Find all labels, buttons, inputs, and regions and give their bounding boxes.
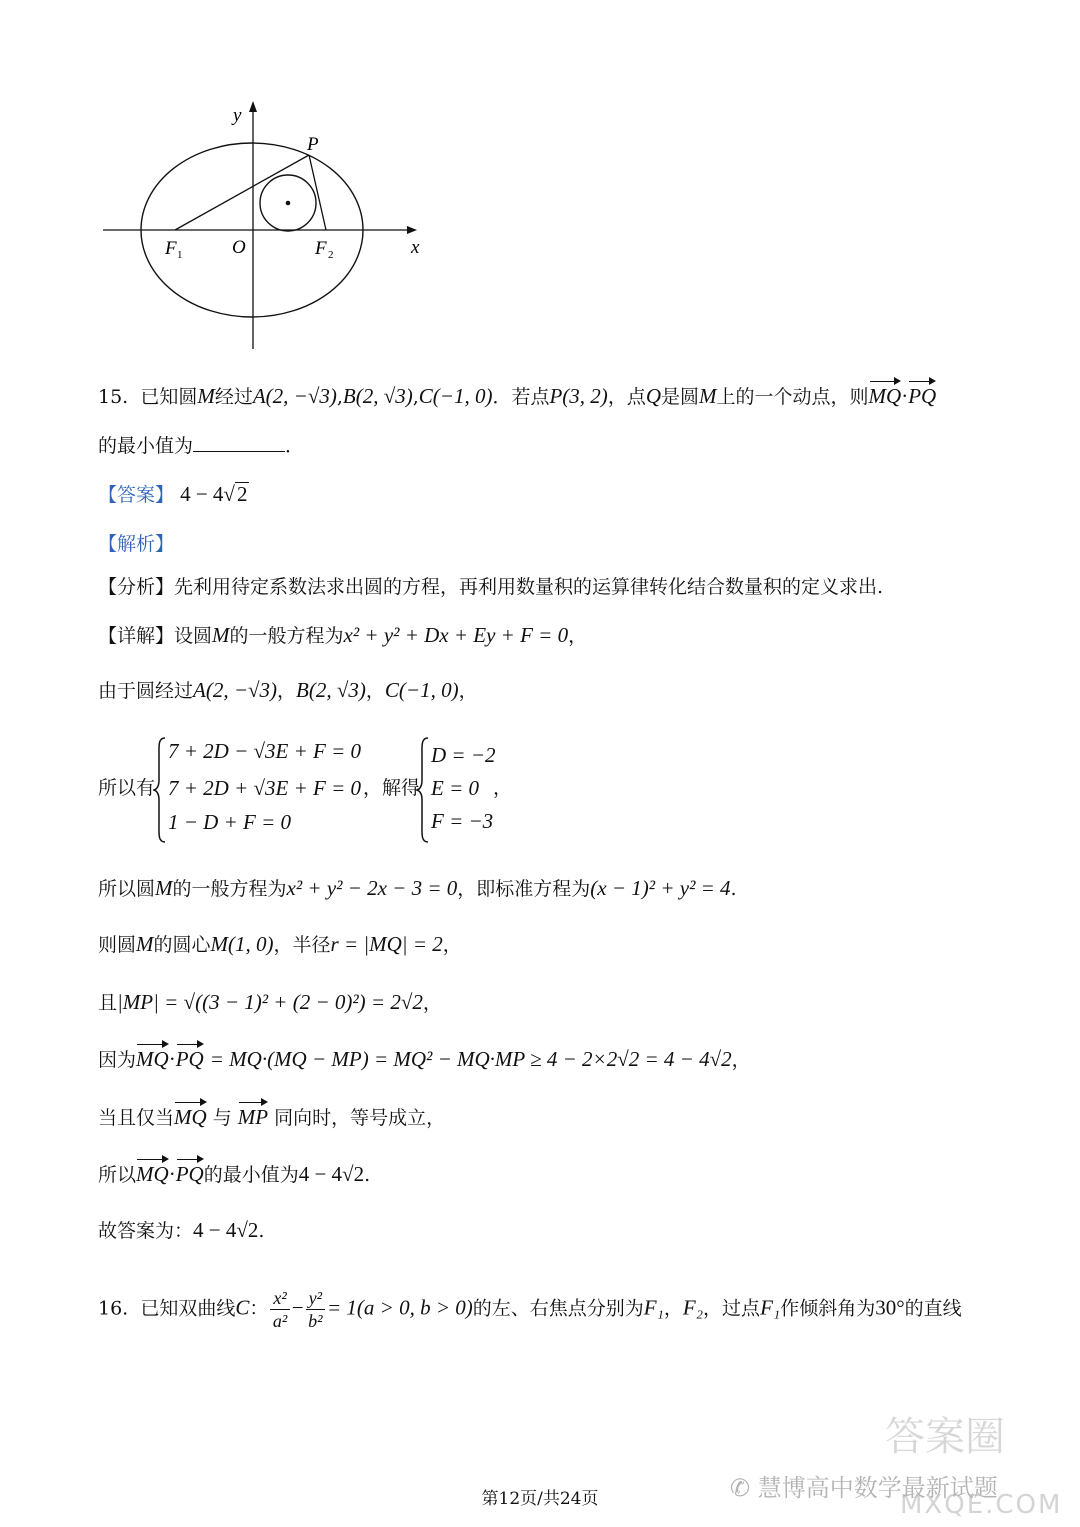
detail-line-4	[98, 874, 737, 903]
analysis-line	[98, 530, 174, 558]
system-2-row-3: F = −3	[431, 809, 494, 833]
detail-line-6	[98, 988, 442, 1017]
label-f2: F	[315, 238, 327, 259]
watermark-site: MXQE.COM	[900, 1490, 1063, 1520]
q15-text: 上的一个动点，则	[716, 386, 869, 408]
fraction-y2-b2	[306, 1287, 325, 1332]
ellipse-figure	[95, 95, 435, 355]
dot-product-derivation: = MQ·(MQ − MP) = MQ² − MQ·MP ≥ 4 − 2×2√2 = 4 − 4√2	[209, 1047, 732, 1071]
circle-name: M	[212, 623, 230, 647]
detail-text: 的最小值为	[203, 1164, 299, 1186]
detail-tag: 【详解】	[98, 625, 175, 647]
detail-text: ，	[568, 625, 588, 647]
q16-text: 作倾斜角为	[780, 1297, 876, 1320]
detail-text: 由于圆经过	[98, 680, 194, 702]
dot-operator: ·	[168, 1162, 176, 1186]
focus-f2: F₂	[682, 1295, 704, 1320]
answer-line: 【答案】 4 − 4√2	[98, 482, 248, 506]
detail-text: ，解得	[363, 777, 421, 799]
answer-value: 4 − 4	[180, 482, 224, 506]
q15-text: 已知圆	[140, 386, 198, 408]
x-axis-arrow	[407, 226, 417, 234]
point-b: B(2, √3)	[342, 384, 413, 408]
standard-equation: (x − 1)² + y² = 4	[590, 876, 731, 900]
focus-f1: F₁	[760, 1295, 781, 1320]
detail-text: 则圆	[98, 934, 137, 956]
detail-text: 设圆	[174, 625, 213, 647]
question-15-line2	[98, 432, 304, 460]
q16-text: ：	[249, 1297, 269, 1320]
separator: ，	[277, 680, 297, 702]
vector-pq: PQ	[908, 380, 936, 410]
point-q: Q	[645, 384, 661, 408]
detail-text: 所以圆	[98, 878, 156, 900]
detail-text: ，	[422, 992, 442, 1014]
distance-mp: |MP| = √((3 − 1)² + (2 − 0)²) = 2√2	[117, 990, 423, 1014]
detail-text: 所以	[98, 1164, 137, 1186]
detail-line-7	[98, 1043, 751, 1074]
detail-line-3-end	[493, 774, 512, 802]
vector-mq: MQ	[869, 380, 902, 410]
question-16-line1: 16. 已知双曲线C： $\frac{\text{x²}}{\text{a²}}$ − $\frac{\text{y²}}{\text{b²}}$ = 1(a > 0, b > 0)的左、右焦点分别为F₁，F₂，过点F₁作倾斜角为30°的直线	[98, 1288, 962, 1331]
detail-text: ，半径	[273, 934, 331, 956]
q15-text: 经过	[214, 386, 253, 408]
detail-text: ，	[493, 777, 513, 799]
final-answer: 4 − 4√2	[193, 1218, 259, 1242]
fraction-denominator: a²	[272, 1311, 288, 1331]
label-f2-sub: 2	[328, 249, 334, 261]
detail-text: ，	[442, 934, 462, 956]
left-brace-system-1	[153, 736, 167, 844]
fraction-numerator: y²	[306, 1287, 325, 1310]
vector-mq: MQ	[136, 1043, 169, 1073]
circle-center-dot	[286, 201, 291, 206]
detail-line-3-label	[98, 774, 155, 802]
detail-text: .	[258, 1220, 265, 1242]
label-p: P	[307, 134, 319, 155]
page-footer: 第12页/共24页	[481, 1489, 599, 1509]
question-15-line1: 15. 已知圆M经过A(2, −√3),B(2, √3),C(−1, 0)．若点P(3, 2)，点Q是圆M上的一个动点，则MQ·PQ	[98, 380, 936, 411]
fraction-numerator: x²	[270, 1287, 289, 1310]
watermark-wechat-text: 慧博高中数学最新试题	[757, 1474, 998, 1502]
separator: ，	[663, 1297, 683, 1320]
circle-name: M	[155, 876, 173, 900]
circle-name: M	[699, 384, 717, 408]
detail-text: 且	[98, 992, 118, 1014]
detail-text: .	[730, 878, 737, 900]
dot-operator: ·	[168, 1047, 176, 1071]
general-equation: x² + y² + Dx + Ey + F = 0	[343, 623, 569, 647]
q16-text: 已知双曲线	[140, 1297, 236, 1320]
y-axis-arrow	[249, 101, 257, 112]
vector-mp: MP	[238, 1101, 268, 1131]
label-x: x	[411, 237, 420, 258]
question-number: 16.	[98, 1297, 129, 1320]
hyperbola-condition: = 1(a > 0, b > 0)	[326, 1295, 473, 1320]
detail-text: 同向时，等号成立，	[274, 1107, 446, 1129]
q15-text: 的最小值为	[98, 435, 194, 457]
point-p: P(3, 2)	[549, 384, 608, 408]
detail-text: ，	[731, 1049, 751, 1071]
analysis-tag: 【解析】	[98, 533, 175, 555]
label-o: O	[232, 237, 246, 258]
wechat-icon: ✆	[730, 1474, 751, 1502]
detail-text: 所以有	[98, 777, 156, 799]
fenxi-line	[98, 573, 883, 601]
radius-expression: r = |MQ| = 2	[330, 932, 443, 956]
q15-text: ，点	[607, 386, 646, 408]
q15-text: ．若点	[492, 386, 550, 408]
point-c: C(−1, 0)	[384, 678, 459, 702]
segment-f1-p	[175, 155, 309, 230]
detail-line-8	[98, 1101, 445, 1132]
detail-text: ，即标准方程为	[457, 878, 591, 900]
q15-text: 是圆	[661, 386, 700, 408]
watermark-site-cn: 答案圈	[885, 1414, 1005, 1460]
detail-line-10	[98, 1216, 264, 1245]
fenxi-text: 先利用待定系数法求出圆的方程，再利用数量积的运算律转化结合数量积的定义求出.	[174, 576, 884, 598]
detail-text: .	[364, 1164, 371, 1186]
label-f1-sub: 1	[177, 249, 183, 261]
q16-text: ，过点	[703, 1297, 761, 1320]
system-1-row-3: 1 − D + F = 0	[168, 810, 292, 834]
focus-f1: F₁	[643, 1295, 664, 1320]
label-f1: F	[165, 238, 177, 259]
question-number: 15.	[98, 386, 129, 408]
system-1-row-2: 7 + 2D + √3E + F = 0	[168, 776, 362, 800]
detail-line-3-mid	[363, 774, 420, 802]
system-1-row-1: 7 + 2D − √3E + F = 0	[168, 739, 362, 763]
detail-text: 当且仅当	[98, 1107, 175, 1129]
detail-text: 与	[212, 1107, 232, 1129]
detail-text: 因为	[98, 1049, 137, 1071]
circle-name: M	[136, 932, 154, 956]
fenxi-tag: 【分析】	[98, 576, 175, 598]
point-c: C(−1, 0)	[418, 384, 493, 408]
system-2-row-2: E = 0	[431, 776, 479, 800]
fraction-x2-a2	[270, 1287, 289, 1332]
answer-blank	[193, 433, 285, 452]
detail-text: 的一般方程为	[229, 625, 344, 647]
point-a: A(2, −√3)	[193, 678, 278, 702]
dot-operator: ·	[901, 384, 909, 408]
detail-text: 的一般方程为	[172, 878, 287, 900]
vector-mq: MQ	[174, 1101, 207, 1131]
point-b: B(2, √3)	[296, 678, 366, 702]
vector-pq: PQ	[176, 1043, 204, 1073]
angle-value: 30°	[875, 1295, 905, 1320]
vector-pq: PQ	[176, 1158, 204, 1188]
detail-line-2	[98, 676, 478, 705]
point-a: A(2, −√3)	[252, 384, 337, 408]
detail-line-5	[98, 930, 462, 959]
system-2-row-1: D = −2	[431, 743, 496, 767]
left-brace-system-2	[416, 736, 430, 844]
separator: ，	[458, 680, 478, 702]
answer-tag: 【答案】	[98, 484, 175, 506]
fraction-denominator: b²	[308, 1311, 323, 1331]
general-equation-solved: x² + y² − 2x − 3 = 0	[286, 876, 458, 900]
curve-name: C	[235, 1295, 250, 1320]
minimum-value: 4 − 4√2	[298, 1162, 365, 1186]
q15-text: ．	[285, 435, 305, 457]
answer-radicand: 2	[236, 482, 248, 506]
q16-text: 的左、右焦点分别为	[472, 1297, 644, 1320]
q16-text: 的直线	[904, 1297, 962, 1320]
vector-mq: MQ	[136, 1158, 169, 1188]
detail-line-9	[98, 1158, 370, 1189]
separator: ，	[365, 680, 385, 702]
detail-text: 的圆心	[153, 934, 211, 956]
detail-line-1	[98, 621, 587, 650]
circle-name: M	[197, 384, 215, 408]
label-y: y	[233, 105, 242, 126]
circle-center: M(1, 0)	[210, 932, 274, 956]
detail-text: 故答案为：	[98, 1220, 194, 1242]
